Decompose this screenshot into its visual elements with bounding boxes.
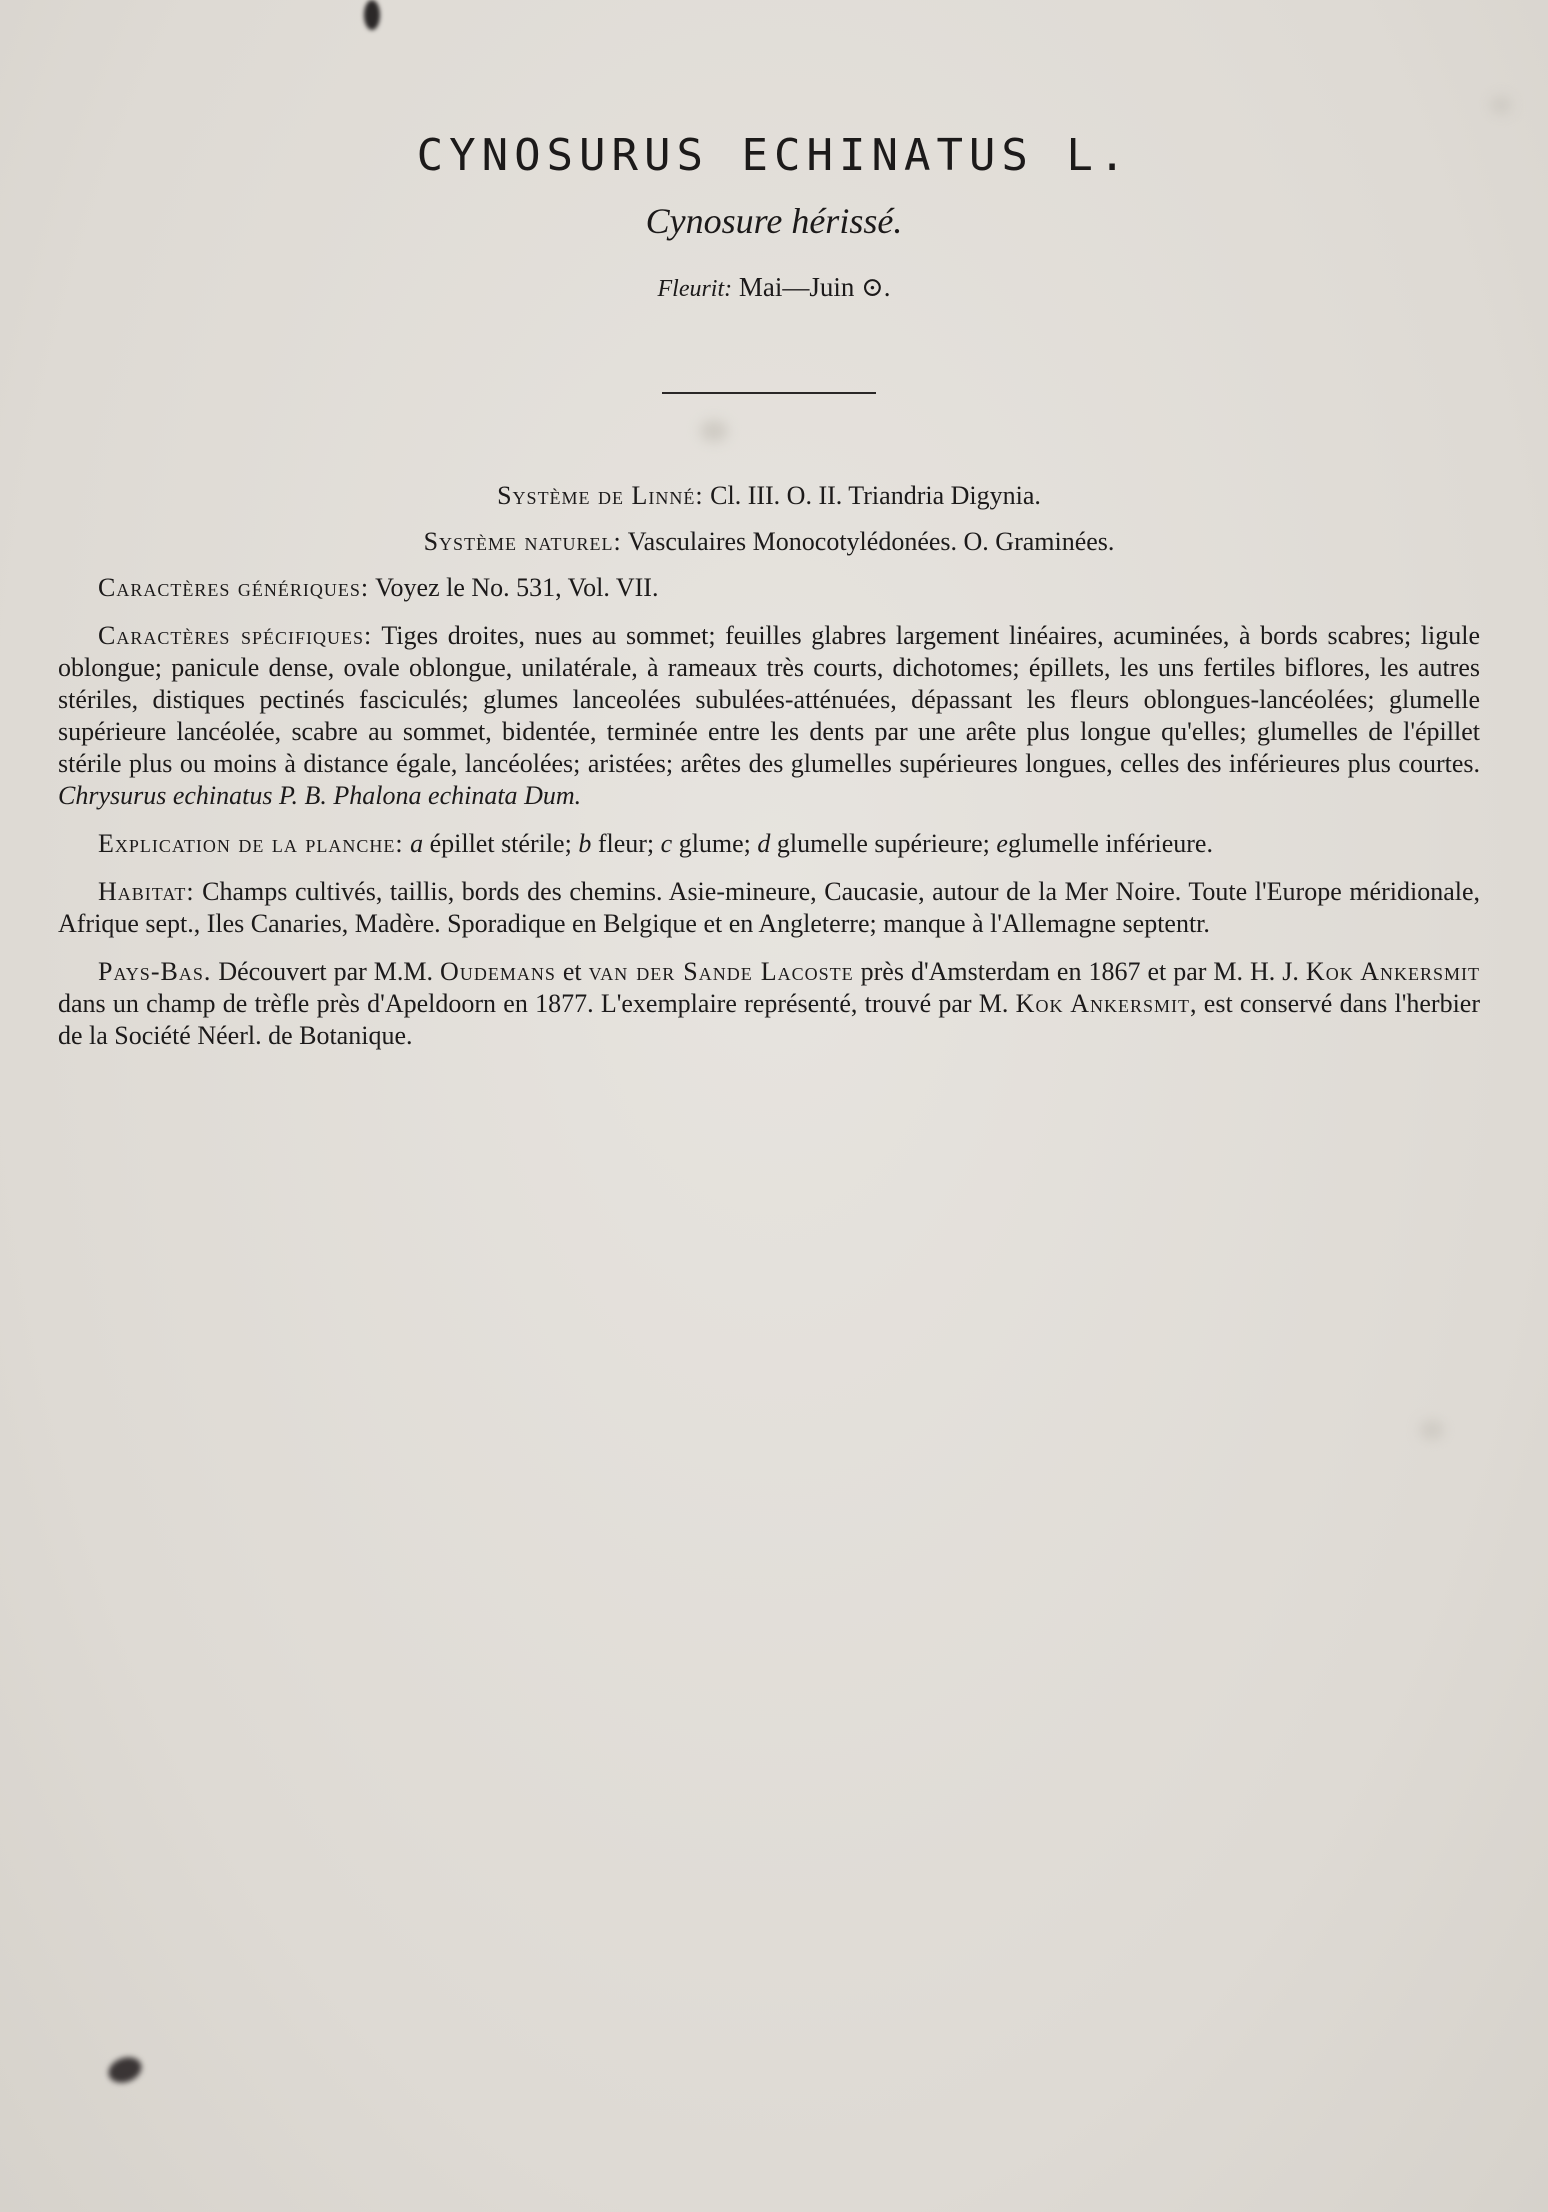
paper-stain	[1420, 1420, 1444, 1440]
netherlands-records	[58, 956, 1480, 1052]
section-label: Habitat:	[98, 877, 195, 906]
separator-rule	[662, 392, 876, 394]
figure-caption: épillet stérile;	[429, 829, 572, 858]
flowering-line	[0, 272, 1548, 303]
person-name: Kok Ankersmit	[1015, 989, 1191, 1018]
figure-key: c	[660, 829, 673, 858]
figure-key: e	[996, 829, 1008, 858]
section-text: près d'Amsterdam en 1867 et par M. H. J.	[860, 957, 1299, 986]
figure-key: d	[757, 829, 771, 858]
habitat	[58, 876, 1480, 940]
person-name: Oudemans	[440, 957, 556, 986]
section-text: , est conservé dans l'herbier de la Société Néerl. de Botanique.	[58, 989, 1481, 1050]
person-name: van der Sande Lacoste	[588, 957, 854, 986]
flowering-label: Fleurit:	[657, 276, 733, 302]
page-subtitle: Cynosure hérissé.	[645, 201, 903, 241]
section-label: Explication de la planche:	[98, 829, 404, 858]
specific-characters	[58, 620, 1480, 812]
flowering-value: Mai—Juin ⊙.	[738, 272, 891, 302]
section-text: Champs cultivés, taillis, bords des chemins. Asie-mineure, Caucasie, autour de la Mer Noire. Toute l'Europe méridionale, Afrique sept., Iles Canaries, Madère. Sporadique en Belgique et en Angleterre; manque à l'Allemagne septentr.	[58, 877, 1481, 938]
synonym-name: Phalona echinata	[333, 781, 518, 810]
natural-system	[58, 526, 1480, 558]
linne-system	[58, 480, 1480, 512]
synonym-author: P. B.	[279, 781, 327, 810]
figure-key: a	[410, 829, 424, 858]
generic-characters	[58, 572, 1480, 604]
figure-caption: glumelle inférieure.	[1007, 829, 1213, 858]
section-text: dans un champ de trèfle près d'Apeldoorn en 1877. L'exemplaire représenté, trouvé par M.	[58, 989, 1009, 1018]
section-text: Tiges droites, nues au sommet; feuilles glabres largement linéaires, acuminées, à bords scabres; ligule oblongue; panicule dense, ovale oblongue, unilatérale, à rameaux très courts, dichotomes; épillets, les uns fertiles biflores, les autres stériles, distiques pectinés fasciculés; glumes lanceolées subulées-atténuées, dépassant les fleurs oblongues-lancéolées; glumelle supérieure lancéolée, scabre au sommet, bidentée, terminée entre les dents par une arête plus longue qu'elles; glumelles de l'épillet stérile plus ou moins à distance égale, lancéolées; aristées; arêtes des glumelles supérieures longues, celles des inférieures plus courtes.	[58, 621, 1481, 778]
paper-stain	[1490, 96, 1512, 114]
synonym-name: Chrysurus echinatus	[58, 781, 273, 810]
section-label: Caractères spécifiques:	[98, 621, 373, 650]
ink-spot	[364, 0, 380, 30]
section-text: Cl. III. O. II. Triandria Digynia.	[710, 481, 1041, 510]
figure-caption: glumelle supérieure;	[776, 829, 990, 858]
person-name: Kok Ankersmit	[1305, 957, 1481, 986]
section-text: Voyez le No. 531, Vol. VII.	[375, 573, 659, 602]
figure-key: b	[578, 829, 592, 858]
description-body	[58, 480, 1480, 1068]
page-title: CYNOSURUS ECHINATUS L.	[416, 130, 1132, 181]
section-text: Vasculaires Monocotylédonées. O. Graminées.	[627, 527, 1115, 556]
section-text: Découvert par M.M.	[218, 957, 434, 986]
section-label: Système naturel:	[423, 527, 622, 556]
figure-caption: glume;	[678, 829, 751, 858]
section-label: Pays-Bas.	[98, 957, 212, 986]
section-text: et	[562, 957, 582, 986]
synonym-author: Dum.	[524, 781, 582, 810]
section-label: Système de Linné:	[497, 481, 704, 510]
section-label: Caractères génériques:	[98, 573, 370, 602]
figure-caption: fleur;	[597, 829, 655, 858]
plate-explanation	[58, 828, 1480, 860]
ink-spot	[105, 2053, 145, 2087]
paper-stain	[700, 420, 728, 442]
